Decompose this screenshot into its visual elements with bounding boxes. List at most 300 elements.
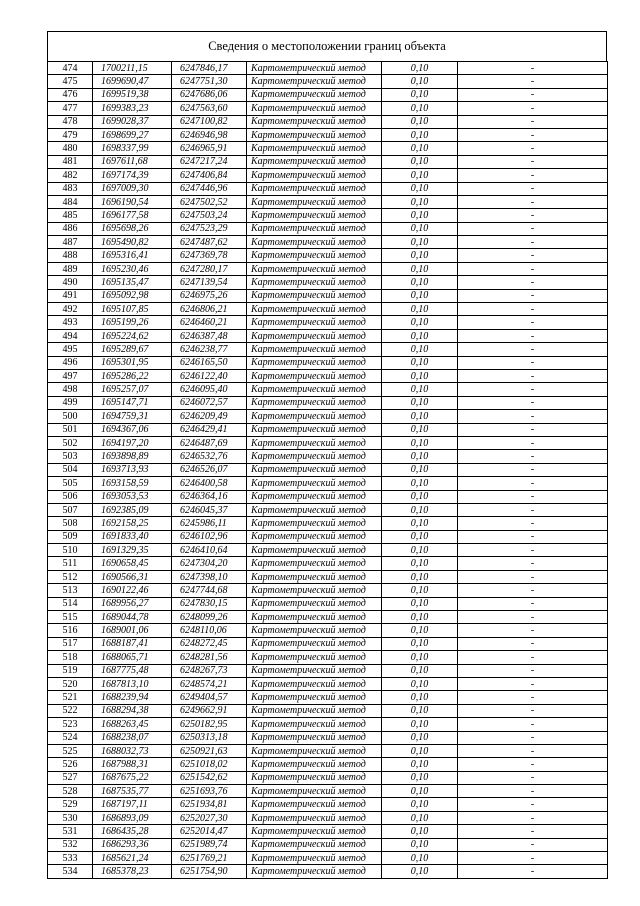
method-cell: Картометрический метод bbox=[247, 584, 382, 597]
x-coordinate-cell: 1695230,46 bbox=[93, 262, 172, 275]
method-cell: Картометрический метод bbox=[247, 303, 382, 316]
table-row bbox=[48, 249, 608, 262]
y-coordinate-cell: 6248110,06 bbox=[172, 624, 247, 637]
method-cell: Картометрический метод bbox=[247, 758, 382, 771]
description-cell: - bbox=[458, 316, 608, 329]
precision-cell: 0,10 bbox=[382, 369, 458, 382]
precision-cell: 0,10 bbox=[382, 410, 458, 423]
method-cell: Картометрический метод bbox=[247, 624, 382, 637]
precision-cell: 0,10 bbox=[382, 182, 458, 195]
table-row bbox=[48, 316, 608, 329]
x-coordinate-cell: 1695286,22 bbox=[93, 369, 172, 382]
table-row bbox=[48, 209, 608, 222]
y-coordinate-cell: 6251754,90 bbox=[172, 865, 247, 878]
method-cell: Картометрический метод bbox=[247, 343, 382, 356]
method-cell: Картометрический метод bbox=[247, 410, 382, 423]
point-number-cell: 527 bbox=[48, 771, 93, 784]
x-coordinate-cell: 1700211,15 bbox=[93, 62, 172, 75]
description-cell: - bbox=[458, 530, 608, 543]
description-cell: - bbox=[458, 584, 608, 597]
method-cell: Картометрический метод bbox=[247, 222, 382, 235]
method-cell: Картометрический метод bbox=[247, 544, 382, 557]
table-row bbox=[48, 637, 608, 650]
table-row bbox=[48, 75, 608, 88]
precision-cell: 0,10 bbox=[382, 88, 458, 101]
point-number-cell: 476 bbox=[48, 88, 93, 101]
description-cell: - bbox=[458, 142, 608, 155]
y-coordinate-cell: 6248267,73 bbox=[172, 664, 247, 677]
description-cell: - bbox=[458, 410, 608, 423]
point-number-cell: 487 bbox=[48, 236, 93, 249]
y-coordinate-cell: 6252027,30 bbox=[172, 811, 247, 824]
y-coordinate-cell: 6247139,54 bbox=[172, 276, 247, 289]
table-row bbox=[48, 798, 608, 811]
x-coordinate-cell: 1687197,11 bbox=[93, 798, 172, 811]
description-cell: - bbox=[458, 463, 608, 476]
description-cell: - bbox=[458, 544, 608, 557]
description-cell: - bbox=[458, 570, 608, 583]
y-coordinate-cell: 6249662,91 bbox=[172, 704, 247, 717]
x-coordinate-cell: 1696190,54 bbox=[93, 195, 172, 208]
y-coordinate-cell: 6247446,96 bbox=[172, 182, 247, 195]
x-coordinate-cell: 1699383,23 bbox=[93, 102, 172, 115]
method-cell: Картометрический метод bbox=[247, 838, 382, 851]
method-cell: Картометрический метод bbox=[247, 490, 382, 503]
precision-cell: 0,10 bbox=[382, 115, 458, 128]
description-cell: - bbox=[458, 262, 608, 275]
description-cell: - bbox=[458, 704, 608, 717]
table-row bbox=[48, 222, 608, 235]
method-cell: Картометрический метод bbox=[247, 825, 382, 838]
precision-cell: 0,10 bbox=[382, 128, 458, 141]
description-cell: - bbox=[458, 303, 608, 316]
x-coordinate-cell: 1695257,07 bbox=[93, 383, 172, 396]
precision-cell: 0,10 bbox=[382, 396, 458, 409]
method-cell: Картометрический метод bbox=[247, 664, 382, 677]
table-row bbox=[48, 503, 608, 516]
y-coordinate-cell: 6247217,24 bbox=[172, 155, 247, 168]
point-number-cell: 488 bbox=[48, 249, 93, 262]
description-cell: - bbox=[458, 637, 608, 650]
point-number-cell: 530 bbox=[48, 811, 93, 824]
table-row bbox=[48, 236, 608, 249]
x-coordinate-cell: 1694759,31 bbox=[93, 410, 172, 423]
document-sheet bbox=[47, 31, 607, 879]
point-number-cell: 490 bbox=[48, 276, 93, 289]
table-row bbox=[48, 410, 608, 423]
description-cell: - bbox=[458, 236, 608, 249]
point-number-cell: 484 bbox=[48, 195, 93, 208]
precision-cell: 0,10 bbox=[382, 356, 458, 369]
point-number-cell: 505 bbox=[48, 477, 93, 490]
description-cell: - bbox=[458, 798, 608, 811]
table-row bbox=[48, 329, 608, 342]
precision-cell: 0,10 bbox=[382, 316, 458, 329]
table-row bbox=[48, 289, 608, 302]
x-coordinate-cell: 1687775,48 bbox=[93, 664, 172, 677]
precision-cell: 0,10 bbox=[382, 490, 458, 503]
point-number-cell: 529 bbox=[48, 798, 93, 811]
x-coordinate-cell: 1688187,41 bbox=[93, 637, 172, 650]
y-coordinate-cell: 6246209,49 bbox=[172, 410, 247, 423]
x-coordinate-cell: 1686293,36 bbox=[93, 838, 172, 851]
y-coordinate-cell: 6247502,52 bbox=[172, 195, 247, 208]
point-number-cell: 513 bbox=[48, 584, 93, 597]
point-number-cell: 481 bbox=[48, 155, 93, 168]
description-cell: - bbox=[458, 383, 608, 396]
x-coordinate-cell: 1688239,94 bbox=[93, 691, 172, 704]
x-coordinate-cell: 1697009,30 bbox=[93, 182, 172, 195]
y-coordinate-cell: 6250182,95 bbox=[172, 718, 247, 731]
point-number-cell: 515 bbox=[48, 611, 93, 624]
table-row bbox=[48, 865, 608, 878]
precision-cell: 0,10 bbox=[382, 222, 458, 235]
point-number-cell: 516 bbox=[48, 624, 93, 637]
precision-cell: 0,10 bbox=[382, 651, 458, 664]
x-coordinate-cell: 1695289,67 bbox=[93, 343, 172, 356]
table-row bbox=[48, 490, 608, 503]
precision-cell: 0,10 bbox=[382, 758, 458, 771]
point-number-cell: 500 bbox=[48, 410, 93, 423]
y-coordinate-cell: 6246122,40 bbox=[172, 369, 247, 382]
y-coordinate-cell: 6246102,96 bbox=[172, 530, 247, 543]
point-number-cell: 483 bbox=[48, 182, 93, 195]
x-coordinate-cell: 1693053,53 bbox=[93, 490, 172, 503]
point-number-cell: 502 bbox=[48, 436, 93, 449]
point-number-cell: 518 bbox=[48, 651, 93, 664]
precision-cell: 0,10 bbox=[382, 503, 458, 516]
point-number-cell: 479 bbox=[48, 128, 93, 141]
x-coordinate-cell: 1695107,85 bbox=[93, 303, 172, 316]
point-number-cell: 495 bbox=[48, 343, 93, 356]
method-cell: Картометрический метод bbox=[247, 811, 382, 824]
x-coordinate-cell: 1698699,27 bbox=[93, 128, 172, 141]
table-title: Сведения о местоположении границ объекта bbox=[208, 39, 446, 53]
method-cell: Картометрический метод bbox=[247, 677, 382, 690]
y-coordinate-cell: 6246045,37 bbox=[172, 503, 247, 516]
method-cell: Картометрический метод bbox=[247, 75, 382, 88]
description-cell: - bbox=[458, 209, 608, 222]
table-row bbox=[48, 423, 608, 436]
point-number-cell: 485 bbox=[48, 209, 93, 222]
y-coordinate-cell: 6246806,21 bbox=[172, 303, 247, 316]
table-row bbox=[48, 664, 608, 677]
precision-cell: 0,10 bbox=[382, 865, 458, 878]
description-cell: - bbox=[458, 450, 608, 463]
table-row bbox=[48, 303, 608, 316]
table-header bbox=[47, 31, 607, 61]
x-coordinate-cell: 1689956,27 bbox=[93, 597, 172, 610]
y-coordinate-cell: 6246387,48 bbox=[172, 329, 247, 342]
point-number-cell: 504 bbox=[48, 463, 93, 476]
description-cell: - bbox=[458, 865, 608, 878]
table-row bbox=[48, 369, 608, 382]
y-coordinate-cell: 6246975,26 bbox=[172, 289, 247, 302]
method-cell: Картометрический метод bbox=[247, 785, 382, 798]
y-coordinate-cell: 6247304,20 bbox=[172, 557, 247, 570]
method-cell: Картометрический метод bbox=[247, 383, 382, 396]
precision-cell: 0,10 bbox=[382, 637, 458, 650]
method-cell: Картометрический метод bbox=[247, 236, 382, 249]
table-row bbox=[48, 343, 608, 356]
method-cell: Картометрический метод bbox=[247, 128, 382, 141]
table-row bbox=[48, 182, 608, 195]
table-row bbox=[48, 771, 608, 784]
x-coordinate-cell: 1685621,24 bbox=[93, 852, 172, 865]
y-coordinate-cell: 6247100,82 bbox=[172, 115, 247, 128]
point-number-cell: 497 bbox=[48, 369, 93, 382]
y-coordinate-cell: 6249404,57 bbox=[172, 691, 247, 704]
y-coordinate-cell: 6245986,11 bbox=[172, 517, 247, 530]
y-coordinate-cell: 6246487,69 bbox=[172, 436, 247, 449]
precision-cell: 0,10 bbox=[382, 731, 458, 744]
precision-cell: 0,10 bbox=[382, 249, 458, 262]
description-cell: - bbox=[458, 731, 608, 744]
method-cell: Картометрический метод bbox=[247, 477, 382, 490]
point-number-cell: 514 bbox=[48, 597, 93, 610]
description-cell: - bbox=[458, 490, 608, 503]
y-coordinate-cell: 6250921,63 bbox=[172, 744, 247, 757]
table-row bbox=[48, 570, 608, 583]
table-row bbox=[48, 477, 608, 490]
description-cell: - bbox=[458, 557, 608, 570]
method-cell: Картометрический метод bbox=[247, 62, 382, 75]
precision-cell: 0,10 bbox=[382, 436, 458, 449]
x-coordinate-cell: 1699028,37 bbox=[93, 115, 172, 128]
point-number-cell: 480 bbox=[48, 142, 93, 155]
y-coordinate-cell: 6246072,57 bbox=[172, 396, 247, 409]
point-number-cell: 477 bbox=[48, 102, 93, 115]
point-number-cell: 482 bbox=[48, 169, 93, 182]
y-coordinate-cell: 6251769,21 bbox=[172, 852, 247, 865]
y-coordinate-cell: 6248281,56 bbox=[172, 651, 247, 664]
point-number-cell: 503 bbox=[48, 450, 93, 463]
method-cell: Картометрический метод bbox=[247, 517, 382, 530]
precision-cell: 0,10 bbox=[382, 262, 458, 275]
description-cell: - bbox=[458, 785, 608, 798]
table-row bbox=[48, 276, 608, 289]
point-number-cell: 517 bbox=[48, 637, 93, 650]
y-coordinate-cell: 6247846,17 bbox=[172, 62, 247, 75]
point-number-cell: 532 bbox=[48, 838, 93, 851]
x-coordinate-cell: 1692385,09 bbox=[93, 503, 172, 516]
description-cell: - bbox=[458, 744, 608, 757]
x-coordinate-cell: 1696177,58 bbox=[93, 209, 172, 222]
precision-cell: 0,10 bbox=[382, 597, 458, 610]
y-coordinate-cell: 6246238,77 bbox=[172, 343, 247, 356]
point-number-cell: 499 bbox=[48, 396, 93, 409]
precision-cell: 0,10 bbox=[382, 691, 458, 704]
method-cell: Картометрический метод bbox=[247, 651, 382, 664]
precision-cell: 0,10 bbox=[382, 102, 458, 115]
table-row bbox=[48, 195, 608, 208]
precision-cell: 0,10 bbox=[382, 718, 458, 731]
precision-cell: 0,10 bbox=[382, 169, 458, 182]
method-cell: Картометрический метод bbox=[247, 450, 382, 463]
y-coordinate-cell: 6246364,16 bbox=[172, 490, 247, 503]
point-number-cell: 475 bbox=[48, 75, 93, 88]
x-coordinate-cell: 1693713,93 bbox=[93, 463, 172, 476]
precision-cell: 0,10 bbox=[382, 463, 458, 476]
method-cell: Картометрический метод bbox=[247, 852, 382, 865]
method-cell: Картометрический метод bbox=[247, 704, 382, 717]
y-coordinate-cell: 6247280,17 bbox=[172, 262, 247, 275]
description-cell: - bbox=[458, 651, 608, 664]
point-number-cell: 493 bbox=[48, 316, 93, 329]
description-cell: - bbox=[458, 276, 608, 289]
description-cell: - bbox=[458, 182, 608, 195]
precision-cell: 0,10 bbox=[382, 423, 458, 436]
precision-cell: 0,10 bbox=[382, 584, 458, 597]
point-number-cell: 489 bbox=[48, 262, 93, 275]
precision-cell: 0,10 bbox=[382, 557, 458, 570]
point-number-cell: 474 bbox=[48, 62, 93, 75]
table-row bbox=[48, 115, 608, 128]
point-number-cell: 498 bbox=[48, 383, 93, 396]
table-row bbox=[48, 62, 608, 75]
method-cell: Картометрический метод bbox=[247, 209, 382, 222]
precision-cell: 0,10 bbox=[382, 611, 458, 624]
precision-cell: 0,10 bbox=[382, 530, 458, 543]
x-coordinate-cell: 1695698,26 bbox=[93, 222, 172, 235]
x-coordinate-cell: 1687988,31 bbox=[93, 758, 172, 771]
y-coordinate-cell: 6251693,76 bbox=[172, 785, 247, 798]
method-cell: Картометрический метод bbox=[247, 436, 382, 449]
description-cell: - bbox=[458, 155, 608, 168]
precision-cell: 0,10 bbox=[382, 825, 458, 838]
y-coordinate-cell: 6247503,24 bbox=[172, 209, 247, 222]
y-coordinate-cell: 6247406,84 bbox=[172, 169, 247, 182]
method-cell: Картометрический метод bbox=[247, 155, 382, 168]
method-cell: Картометрический метод bbox=[247, 798, 382, 811]
x-coordinate-cell: 1695316,41 bbox=[93, 249, 172, 262]
x-coordinate-cell: 1694197,20 bbox=[93, 436, 172, 449]
x-coordinate-cell: 1691833,40 bbox=[93, 530, 172, 543]
method-cell: Картометрический метод bbox=[247, 316, 382, 329]
table-row bbox=[48, 651, 608, 664]
point-number-cell: 506 bbox=[48, 490, 93, 503]
x-coordinate-cell: 1689001,06 bbox=[93, 624, 172, 637]
precision-cell: 0,10 bbox=[382, 450, 458, 463]
y-coordinate-cell: 6247398,10 bbox=[172, 570, 247, 583]
method-cell: Картометрический метод bbox=[247, 182, 382, 195]
description-cell: - bbox=[458, 195, 608, 208]
description-cell: - bbox=[458, 343, 608, 356]
precision-cell: 0,10 bbox=[382, 155, 458, 168]
x-coordinate-cell: 1687535,77 bbox=[93, 785, 172, 798]
table-row bbox=[48, 128, 608, 141]
x-coordinate-cell: 1699519,38 bbox=[93, 88, 172, 101]
precision-cell: 0,10 bbox=[382, 343, 458, 356]
method-cell: Картометрический метод bbox=[247, 276, 382, 289]
description-cell: - bbox=[458, 369, 608, 382]
point-number-cell: 501 bbox=[48, 423, 93, 436]
description-cell: - bbox=[458, 852, 608, 865]
description-cell: - bbox=[458, 115, 608, 128]
method-cell: Картометрический метод bbox=[247, 557, 382, 570]
point-number-cell: 486 bbox=[48, 222, 93, 235]
table-row bbox=[48, 517, 608, 530]
precision-cell: 0,10 bbox=[382, 677, 458, 690]
x-coordinate-cell: 1691329,35 bbox=[93, 544, 172, 557]
table-row bbox=[48, 677, 608, 690]
description-cell: - bbox=[458, 289, 608, 302]
point-number-cell: 526 bbox=[48, 758, 93, 771]
x-coordinate-cell: 1695301,95 bbox=[93, 356, 172, 369]
table-row bbox=[48, 758, 608, 771]
y-coordinate-cell: 6247830,15 bbox=[172, 597, 247, 610]
point-number-cell: 478 bbox=[48, 115, 93, 128]
point-number-cell: 533 bbox=[48, 852, 93, 865]
precision-cell: 0,10 bbox=[382, 798, 458, 811]
point-number-cell: 523 bbox=[48, 718, 93, 731]
table-row bbox=[48, 691, 608, 704]
description-cell: - bbox=[458, 691, 608, 704]
description-cell: - bbox=[458, 503, 608, 516]
table-row bbox=[48, 597, 608, 610]
precision-cell: 0,10 bbox=[382, 744, 458, 757]
method-cell: Картометрический метод bbox=[247, 503, 382, 516]
table-row bbox=[48, 704, 608, 717]
table-row bbox=[48, 142, 608, 155]
description-cell: - bbox=[458, 624, 608, 637]
point-number-cell: 524 bbox=[48, 731, 93, 744]
precision-cell: 0,10 bbox=[382, 517, 458, 530]
table-body bbox=[48, 62, 608, 879]
table-row bbox=[48, 611, 608, 624]
x-coordinate-cell: 1692158,25 bbox=[93, 517, 172, 530]
method-cell: Картометрический метод bbox=[247, 771, 382, 784]
y-coordinate-cell: 6252014,47 bbox=[172, 825, 247, 838]
description-cell: - bbox=[458, 102, 608, 115]
point-number-cell: 528 bbox=[48, 785, 93, 798]
table-row bbox=[48, 88, 608, 101]
x-coordinate-cell: 1695092,98 bbox=[93, 289, 172, 302]
table-row bbox=[48, 102, 608, 115]
description-cell: - bbox=[458, 758, 608, 771]
description-cell: - bbox=[458, 477, 608, 490]
point-number-cell: 525 bbox=[48, 744, 93, 757]
method-cell: Картометрический метод bbox=[247, 731, 382, 744]
method-cell: Картометрический метод bbox=[247, 169, 382, 182]
y-coordinate-cell: 6251542,62 bbox=[172, 771, 247, 784]
y-coordinate-cell: 6246410,64 bbox=[172, 544, 247, 557]
x-coordinate-cell: 1687813,10 bbox=[93, 677, 172, 690]
x-coordinate-cell: 1698337,99 bbox=[93, 142, 172, 155]
precision-cell: 0,10 bbox=[382, 195, 458, 208]
y-coordinate-cell: 6246532,76 bbox=[172, 450, 247, 463]
precision-cell: 0,10 bbox=[382, 209, 458, 222]
method-cell: Картометрический метод bbox=[247, 396, 382, 409]
y-coordinate-cell: 6246460,21 bbox=[172, 316, 247, 329]
y-coordinate-cell: 6251934,81 bbox=[172, 798, 247, 811]
point-number-cell: 496 bbox=[48, 356, 93, 369]
point-number-cell: 511 bbox=[48, 557, 93, 570]
description-cell: - bbox=[458, 597, 608, 610]
precision-cell: 0,10 bbox=[382, 477, 458, 490]
x-coordinate-cell: 1687675,22 bbox=[93, 771, 172, 784]
description-cell: - bbox=[458, 838, 608, 851]
description-cell: - bbox=[458, 249, 608, 262]
x-coordinate-cell: 1690658,45 bbox=[93, 557, 172, 570]
precision-cell: 0,10 bbox=[382, 664, 458, 677]
table-row bbox=[48, 811, 608, 824]
x-coordinate-cell: 1686893,09 bbox=[93, 811, 172, 824]
table-row bbox=[48, 557, 608, 570]
precision-cell: 0,10 bbox=[382, 771, 458, 784]
description-cell: - bbox=[458, 128, 608, 141]
y-coordinate-cell: 6247686,06 bbox=[172, 88, 247, 101]
